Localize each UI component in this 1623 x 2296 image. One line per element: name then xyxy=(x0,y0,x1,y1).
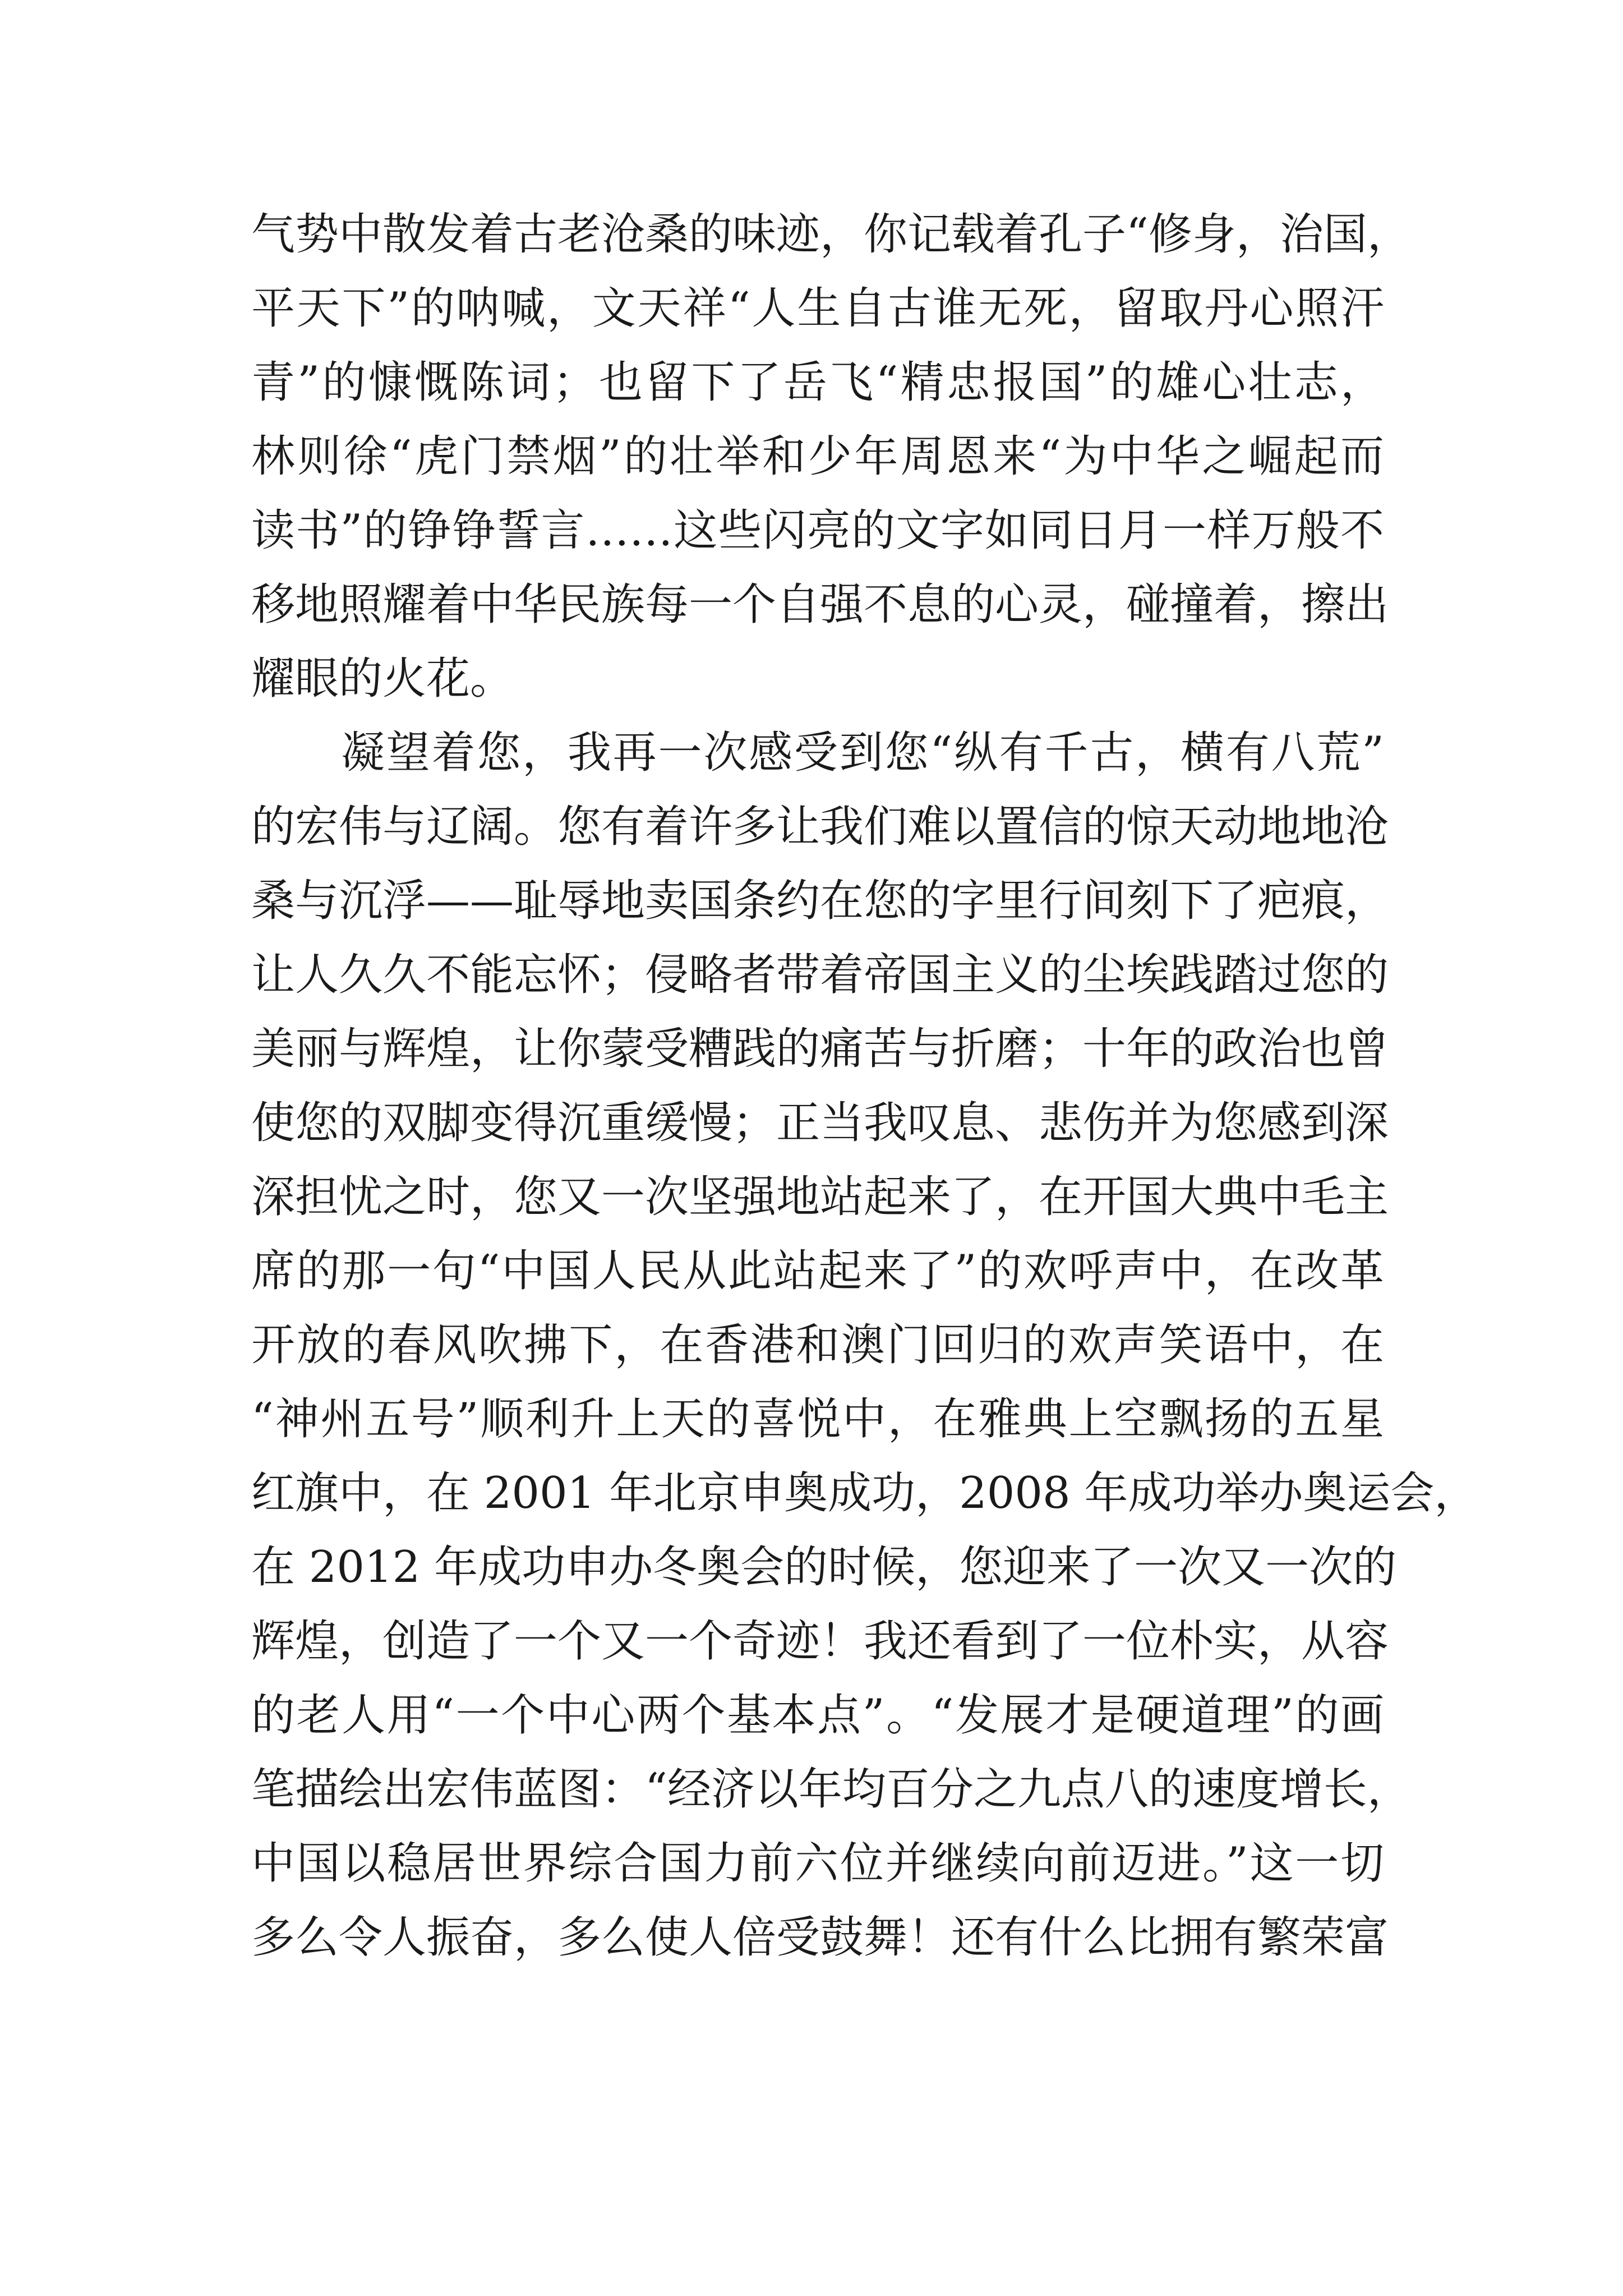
paragraph-2-line-11: 红旗中，在 2001 年北京申奥成功，2008 年成功举办奥运会， xyxy=(251,1468,1478,1519)
paragraph-2-line-15: 笔描绘出宏伟蓝图：“经济以年均百分之九点八的速度增长， xyxy=(251,1764,1411,1815)
paragraph-2-line-8: 席的那一句“中国人民从此站起来了”的欢呼声中，在改革 xyxy=(251,1246,1384,1296)
paragraph-2-line-9: 开放的春风吹拂下，在香港和澳门回归的欢声笑语中，在 xyxy=(251,1320,1384,1370)
paragraph-1-line-7: 耀眼的火花。 xyxy=(251,654,514,704)
paragraph-2-line-7: 深担忧之时，您又一次坚强地站起来了，在开国大典中毛主 xyxy=(251,1172,1389,1222)
paragraph-2-line-10: “神州五号”顺利升上天的喜悦中，在雅典上空飘扬的五星 xyxy=(251,1394,1384,1444)
paragraph-2-line-13: 辉煌，创造了一个又一个奇迹！我还看到了一位朴实，从容 xyxy=(251,1616,1389,1667)
paragraph-1-line-4: 林则徐“虎门禁烟”的壮举和少年周恩来“为中华之崛起而 xyxy=(251,431,1384,482)
body-text xyxy=(251,197,1478,1975)
paragraph-2-line-12: 在 2012 年成功申办冬奥会的时候，您迎来了一次又一次的 xyxy=(251,1542,1397,1593)
paragraph-1-line-3: 青”的慷慨陈词；也留下了岳飞“精忠报国”的雄心壮志， xyxy=(251,357,1384,408)
paragraph-2-line-6: 使您的双脚变得沉重缓慢；正当我叹息、悲伤并为您感到深 xyxy=(251,1098,1389,1148)
paragraph-1-line-6: 移地照耀着中华民族每一个自强不息的心灵，碰撞着，擦出 xyxy=(251,579,1389,630)
paragraph-2-line-5: 美丽与辉煌，让你蒙受糟践的痛苦与折磨；十年的政治也曾 xyxy=(251,1024,1389,1074)
paragraph-2-line-17: 多么令人振奋，多么使人倍受鼓舞！还有什么比拥有繁荣富 xyxy=(251,1912,1389,1963)
paragraph-1-line-2: 平天下”的呐喊，文天祥“人生自古谁无死，留取丹心照汗 xyxy=(251,283,1384,334)
paragraph-2-line-16: 中国以稳居世界综合国力前六位并继续向前迈进。”这一切 xyxy=(251,1838,1384,1889)
paragraph-1-line-1: 气势中散发着古老沧桑的味迹，你记载着孔子“修身，治国， xyxy=(251,209,1411,260)
paragraph-2-line-4: 让人久久不能忘怀；侵略者带着帝国主义的尘埃践踏过您的 xyxy=(251,950,1389,1000)
paragraph-2-line-1: 凝望着您，我再一次感受到您“纵有千古，横有八荒” xyxy=(341,728,1384,778)
paragraph-2-line-2: 的宏伟与辽阔。您有着许多让我们难以置信的惊天动地地沧 xyxy=(251,802,1389,852)
paragraph-2-line-14: 的老人用“一个中心两个基本点”。“发展才是硬道理”的画 xyxy=(251,1690,1384,1741)
paragraph-2-line-3: 桑与沉浮——耻辱地卖国条约在您的字里行间刻下了疤痕， xyxy=(251,876,1389,926)
paragraph-1-line-5: 读书”的铮铮誓言……这些闪亮的文字如同日月一样万般不 xyxy=(251,505,1384,556)
